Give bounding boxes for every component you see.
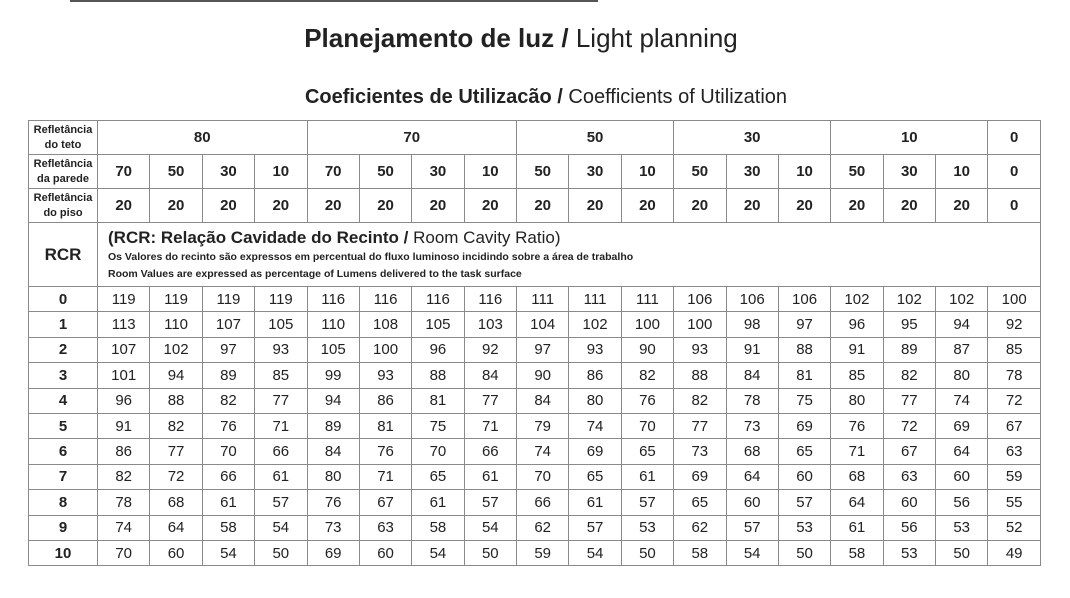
coefficient-cell: 97 <box>778 312 830 337</box>
coefficient-cell: 58 <box>412 515 464 540</box>
floor-reflectance-value: 20 <box>255 189 307 223</box>
coefficient-cell: 60 <box>150 540 202 565</box>
floor-reflectance-value: 20 <box>359 189 411 223</box>
coefficient-cell: 60 <box>936 464 988 489</box>
table-row <box>29 515 1041 540</box>
wall-reflectance-value: 50 <box>674 155 726 189</box>
table-row <box>29 490 1041 515</box>
coefficient-cell: 97 <box>202 337 254 362</box>
wall-reflectance-value: 10 <box>464 155 516 189</box>
coefficient-cell: 64 <box>831 490 883 515</box>
coefficient-cell: 93 <box>674 337 726 362</box>
coefficient-cell: 102 <box>936 287 988 312</box>
coefficient-cell: 62 <box>674 515 726 540</box>
coefficient-cell: 77 <box>674 413 726 438</box>
coefficient-cell: 61 <box>202 490 254 515</box>
coefficient-cell: 106 <box>726 287 778 312</box>
coefficient-cell: 61 <box>255 464 307 489</box>
coefficient-cell: 67 <box>883 439 935 464</box>
coefficient-cell: 50 <box>778 540 830 565</box>
coefficient-cell: 107 <box>98 337 150 362</box>
coefficient-cell: 86 <box>569 363 621 388</box>
ceiling-reflectance-value: 10 <box>831 121 988 155</box>
table-row <box>29 287 1041 312</box>
coefficient-cell: 64 <box>936 439 988 464</box>
coefficient-cell: 70 <box>517 464 569 489</box>
coefficient-cell: 71 <box>255 413 307 438</box>
coefficient-cell: 116 <box>412 287 464 312</box>
coefficient-cell: 78 <box>988 363 1041 388</box>
coefficient-cell: 65 <box>569 464 621 489</box>
ceiling-reflectance-row <box>29 121 1041 155</box>
coefficient-cell: 106 <box>674 287 726 312</box>
floor-reflectance-value: 20 <box>778 189 830 223</box>
coefficient-cell: 69 <box>569 439 621 464</box>
coefficient-cell: 106 <box>778 287 830 312</box>
coefficient-cell: 87 <box>936 337 988 362</box>
coefficient-cell: 57 <box>255 490 307 515</box>
coefficient-cell: 70 <box>412 439 464 464</box>
coefficients-table <box>28 120 1041 566</box>
title-en: Light planning <box>568 23 738 53</box>
coefficient-cell: 54 <box>569 540 621 565</box>
rcr-value: 4 <box>29 388 98 413</box>
coefficient-cell: 111 <box>621 287 673 312</box>
coefficient-cell: 88 <box>674 363 726 388</box>
coefficient-cell: 119 <box>150 287 202 312</box>
table-row <box>29 337 1041 362</box>
coefficient-cell: 63 <box>883 464 935 489</box>
coefficient-cell: 54 <box>726 540 778 565</box>
coefficient-cell: 80 <box>831 388 883 413</box>
rcr-note-en: Room Values are expressed as percentage of Lumens delivered to the task surface <box>108 267 522 280</box>
wall-reflectance-value: 70 <box>98 155 150 189</box>
coefficient-cell: 110 <box>150 312 202 337</box>
wall-reflectance-value: 50 <box>831 155 883 189</box>
floor-reflectance-value: 20 <box>464 189 516 223</box>
coefficient-cell: 88 <box>150 388 202 413</box>
floor-reflectance-value: 20 <box>307 189 359 223</box>
table-row <box>29 388 1041 413</box>
wall-reflectance-value: 10 <box>936 155 988 189</box>
coefficient-cell: 54 <box>255 515 307 540</box>
coefficient-cell: 65 <box>778 439 830 464</box>
coefficient-cell: 66 <box>255 439 307 464</box>
coefficient-cell: 77 <box>150 439 202 464</box>
coefficient-cell: 107 <box>202 312 254 337</box>
coefficient-cell: 89 <box>883 337 935 362</box>
coefficient-cell: 76 <box>831 413 883 438</box>
rcr-value: 10 <box>29 540 98 565</box>
coefficient-cell: 72 <box>883 413 935 438</box>
ceiling-reflectance-value: 70 <box>307 121 517 155</box>
coefficient-cell: 73 <box>307 515 359 540</box>
coefficient-cell: 93 <box>359 363 411 388</box>
title-pt: Planejamento de luz / <box>304 23 569 53</box>
coefficient-cell: 68 <box>150 490 202 515</box>
wall-reflectance-value: 30 <box>883 155 935 189</box>
rcr-note-pt: Os Valores do recinto são expressos em percentual do fluxo luminoso incidindo sobre a área de trabalho <box>108 250 634 263</box>
coefficient-cell: 100 <box>988 287 1041 312</box>
floor-reflectance-value: 20 <box>412 189 464 223</box>
coefficient-cell: 70 <box>621 413 673 438</box>
coefficient-cell: 100 <box>621 312 673 337</box>
coefficient-cell: 85 <box>255 363 307 388</box>
floor-reflectance-value: 20 <box>726 189 778 223</box>
ceiling-reflectance-label: Refletância do teto <box>29 121 98 155</box>
floor-reflectance-value: 20 <box>674 189 726 223</box>
coefficient-cell: 65 <box>621 439 673 464</box>
rcr-value: 7 <box>29 464 98 489</box>
coefficient-cell: 80 <box>936 363 988 388</box>
coefficient-cell: 53 <box>778 515 830 540</box>
coefficient-cell: 95 <box>883 312 935 337</box>
rcr-value: 6 <box>29 439 98 464</box>
wall-reflectance-value: 10 <box>621 155 673 189</box>
coefficient-cell: 81 <box>359 413 411 438</box>
coefficient-cell: 54 <box>412 540 464 565</box>
table-row <box>29 363 1041 388</box>
coefficient-cell: 56 <box>883 515 935 540</box>
rcr-value: 2 <box>29 337 98 362</box>
coefficient-cell: 100 <box>359 337 411 362</box>
coefficient-cell: 74 <box>517 439 569 464</box>
rcr-label: RCR <box>29 223 98 287</box>
coefficient-cell: 85 <box>831 363 883 388</box>
ceiling-reflectance-value: 30 <box>674 121 831 155</box>
coefficient-cell: 56 <box>936 490 988 515</box>
coefficient-cell: 119 <box>202 287 254 312</box>
wall-reflectance-value: 10 <box>255 155 307 189</box>
coefficient-cell: 75 <box>778 388 830 413</box>
coefficient-cell: 80 <box>569 388 621 413</box>
rcr-title-en: Room Cavity Ratio) <box>408 227 561 247</box>
coefficient-cell: 76 <box>621 388 673 413</box>
coefficient-cell: 116 <box>307 287 359 312</box>
coefficient-cell: 100 <box>674 312 726 337</box>
coefficient-cell: 50 <box>621 540 673 565</box>
coefficient-cell: 71 <box>464 413 516 438</box>
coefficient-cell: 96 <box>98 388 150 413</box>
coefficient-cell: 82 <box>150 413 202 438</box>
coefficient-cell: 111 <box>569 287 621 312</box>
floor-reflectance-value: 20 <box>517 189 569 223</box>
coefficient-cell: 90 <box>517 363 569 388</box>
coefficient-cell: 69 <box>307 540 359 565</box>
coefficient-cell: 57 <box>621 490 673 515</box>
floor-reflectance-row <box>29 189 1041 223</box>
coefficient-cell: 86 <box>359 388 411 413</box>
wall-reflectance-row <box>29 155 1041 189</box>
coefficient-cell: 90 <box>621 337 673 362</box>
rcr-value: 0 <box>29 287 98 312</box>
table-row <box>29 439 1041 464</box>
coefficient-cell: 116 <box>359 287 411 312</box>
rcr-title-pt: (RCR: Relação Cavidade do Recinto / <box>108 227 409 247</box>
floor-reflectance-value: 20 <box>202 189 254 223</box>
table-subtitle <box>0 82 1070 112</box>
coefficient-cell: 81 <box>412 388 464 413</box>
coefficient-cell: 63 <box>988 439 1041 464</box>
coefficient-cell: 94 <box>936 312 988 337</box>
coefficient-cell: 67 <box>988 413 1041 438</box>
coefficient-cell: 69 <box>778 413 830 438</box>
coefficient-cell: 84 <box>726 363 778 388</box>
coefficient-cell: 88 <box>412 363 464 388</box>
coefficient-cell: 64 <box>726 464 778 489</box>
table-row <box>29 464 1041 489</box>
rcr-description <box>98 223 1041 287</box>
coefficient-cell: 91 <box>98 413 150 438</box>
coefficient-cell: 94 <box>150 363 202 388</box>
table-row <box>29 540 1041 565</box>
top-rule <box>70 0 598 2</box>
coefficient-cell: 105 <box>255 312 307 337</box>
wall-reflectance-value: 50 <box>150 155 202 189</box>
coefficient-cell: 70 <box>98 540 150 565</box>
coefficient-cell: 59 <box>988 464 1041 489</box>
coefficient-cell: 96 <box>831 312 883 337</box>
coefficient-cell: 52 <box>988 515 1041 540</box>
subtitle-pt: Coeficientes de Utilizacão / <box>304 86 563 108</box>
coefficient-cell: 60 <box>778 464 830 489</box>
coefficient-cell: 69 <box>674 464 726 489</box>
coefficient-cell: 93 <box>569 337 621 362</box>
coefficient-cell: 102 <box>831 287 883 312</box>
floor-reflectance-value: 20 <box>150 189 202 223</box>
wall-reflectance-value: 70 <box>307 155 359 189</box>
wall-reflectance-value: 50 <box>359 155 411 189</box>
coefficient-cell: 53 <box>621 515 673 540</box>
coefficient-cell: 116 <box>464 287 516 312</box>
coefficient-cell: 55 <box>988 490 1041 515</box>
coefficient-cell: 119 <box>98 287 150 312</box>
coefficient-cell: 50 <box>936 540 988 565</box>
coefficient-cell: 66 <box>517 490 569 515</box>
coefficient-cell: 113 <box>98 312 150 337</box>
coefficient-cell: 58 <box>202 515 254 540</box>
coefficient-cell: 76 <box>359 439 411 464</box>
coefficient-cell: 50 <box>255 540 307 565</box>
coefficient-cell: 86 <box>98 439 150 464</box>
ceiling-reflectance-value: 80 <box>98 121 308 155</box>
floor-reflectance-value: 20 <box>936 189 988 223</box>
coefficient-cell: 64 <box>150 515 202 540</box>
coefficient-cell: 74 <box>569 413 621 438</box>
coefficient-cell: 82 <box>883 363 935 388</box>
coefficient-cell: 92 <box>988 312 1041 337</box>
coefficient-cell: 77 <box>883 388 935 413</box>
coefficient-cell: 57 <box>569 515 621 540</box>
coefficient-cell: 75 <box>412 413 464 438</box>
coefficient-cell: 93 <box>255 337 307 362</box>
ceiling-reflectance-value: 50 <box>517 121 674 155</box>
rcr-info-row <box>29 223 1041 287</box>
coefficient-cell: 89 <box>307 413 359 438</box>
coefficient-cell: 94 <box>307 388 359 413</box>
coefficient-cell: 78 <box>726 388 778 413</box>
wall-reflectance-label: Refletância da parede <box>29 155 98 189</box>
coefficient-cell: 57 <box>778 490 830 515</box>
floor-reflectance-value: 0 <box>988 189 1041 223</box>
coefficient-cell: 76 <box>307 490 359 515</box>
coefficient-cell: 82 <box>621 363 673 388</box>
coefficient-cell: 72 <box>150 464 202 489</box>
wall-reflectance-value: 30 <box>202 155 254 189</box>
coefficient-cell: 103 <box>464 312 516 337</box>
coefficient-cell: 101 <box>98 363 150 388</box>
coefficient-cell: 66 <box>464 439 516 464</box>
coefficient-cell: 61 <box>569 490 621 515</box>
rcr-description-title <box>108 227 1040 249</box>
coefficient-cell: 65 <box>412 464 464 489</box>
coefficient-cell: 59 <box>517 540 569 565</box>
table-row <box>29 312 1041 337</box>
wall-reflectance-value: 10 <box>778 155 830 189</box>
coefficient-cell: 82 <box>674 388 726 413</box>
coefficient-cell: 84 <box>307 439 359 464</box>
coefficient-cell: 80 <box>307 464 359 489</box>
subtitle-en: Coefficients of Utilization <box>562 86 788 108</box>
floor-reflectance-value: 20 <box>98 189 150 223</box>
coefficient-cell: 57 <box>726 515 778 540</box>
coefficient-cell: 50 <box>464 540 516 565</box>
coefficient-cell: 78 <box>98 490 150 515</box>
coefficient-cell: 92 <box>464 337 516 362</box>
coefficient-cell: 60 <box>726 490 778 515</box>
wall-reflectance-value: 30 <box>726 155 778 189</box>
floor-reflectance-value: 20 <box>883 189 935 223</box>
rcr-value: 8 <box>29 490 98 515</box>
coefficient-cell: 102 <box>150 337 202 362</box>
coefficient-cell: 82 <box>98 464 150 489</box>
coefficient-cell: 71 <box>831 439 883 464</box>
coefficient-cell: 76 <box>202 413 254 438</box>
floor-reflectance-value: 20 <box>621 189 673 223</box>
coefficient-cell: 68 <box>831 464 883 489</box>
wall-reflectance-value: 30 <box>412 155 464 189</box>
coefficient-cell: 74 <box>98 515 150 540</box>
coefficient-cell: 79 <box>517 413 569 438</box>
coefficient-cell: 91 <box>726 337 778 362</box>
rcr-value: 9 <box>29 515 98 540</box>
coefficient-cell: 85 <box>988 337 1041 362</box>
coefficient-cell: 63 <box>359 515 411 540</box>
coefficient-cell: 58 <box>674 540 726 565</box>
coefficient-cell: 54 <box>464 515 516 540</box>
floor-reflectance-value: 20 <box>569 189 621 223</box>
coefficient-cell: 53 <box>936 515 988 540</box>
coefficient-cell: 68 <box>726 439 778 464</box>
wall-reflectance-value: 50 <box>517 155 569 189</box>
wall-reflectance-value: 0 <box>988 155 1041 189</box>
coefficient-cell: 84 <box>464 363 516 388</box>
coefficient-cell: 88 <box>778 337 830 362</box>
coefficient-cell: 98 <box>726 312 778 337</box>
coefficient-cell: 69 <box>936 413 988 438</box>
coefficient-cell: 71 <box>359 464 411 489</box>
coefficient-cell: 77 <box>255 388 307 413</box>
coefficient-cell: 99 <box>307 363 359 388</box>
page-title <box>0 20 1042 56</box>
coefficient-cell: 61 <box>464 464 516 489</box>
coefficient-cell: 105 <box>307 337 359 362</box>
coefficient-cell: 104 <box>517 312 569 337</box>
rcr-value: 3 <box>29 363 98 388</box>
table-row <box>29 413 1041 438</box>
coefficient-cell: 108 <box>359 312 411 337</box>
coefficient-cell: 91 <box>831 337 883 362</box>
coefficient-cell: 61 <box>831 515 883 540</box>
coefficient-cell: 102 <box>883 287 935 312</box>
coefficient-cell: 73 <box>726 413 778 438</box>
coefficient-cell: 105 <box>412 312 464 337</box>
coefficient-cell: 110 <box>307 312 359 337</box>
floor-reflectance-label: Refletância do piso <box>29 189 98 223</box>
coefficient-cell: 74 <box>936 388 988 413</box>
coefficient-cell: 89 <box>202 363 254 388</box>
ceiling-reflectance-value: 0 <box>988 121 1041 155</box>
rcr-value: 5 <box>29 413 98 438</box>
coefficient-cell: 58 <box>831 540 883 565</box>
coefficient-cell: 49 <box>988 540 1041 565</box>
coefficient-cell: 61 <box>412 490 464 515</box>
coefficient-cell: 66 <box>202 464 254 489</box>
coefficient-cell: 57 <box>464 490 516 515</box>
coefficient-cell: 73 <box>674 439 726 464</box>
coefficient-cell: 97 <box>517 337 569 362</box>
coefficient-cell: 54 <box>202 540 254 565</box>
coefficient-cell: 72 <box>988 388 1041 413</box>
coefficient-cell: 102 <box>569 312 621 337</box>
coefficient-cell: 111 <box>517 287 569 312</box>
coefficient-cell: 81 <box>778 363 830 388</box>
coefficient-cell: 62 <box>517 515 569 540</box>
coefficient-cell: 53 <box>883 540 935 565</box>
coefficient-cell: 82 <box>202 388 254 413</box>
wall-reflectance-value: 30 <box>569 155 621 189</box>
coefficient-cell: 70 <box>202 439 254 464</box>
coefficient-cell: 67 <box>359 490 411 515</box>
coefficient-cell: 60 <box>359 540 411 565</box>
coefficient-cell: 84 <box>517 388 569 413</box>
coefficient-cell: 77 <box>464 388 516 413</box>
coefficient-cell: 61 <box>621 464 673 489</box>
coefficient-cell: 96 <box>412 337 464 362</box>
coefficient-cell: 60 <box>883 490 935 515</box>
floor-reflectance-value: 20 <box>831 189 883 223</box>
rcr-value: 1 <box>29 312 98 337</box>
coefficient-cell: 65 <box>674 490 726 515</box>
coefficient-cell: 119 <box>255 287 307 312</box>
